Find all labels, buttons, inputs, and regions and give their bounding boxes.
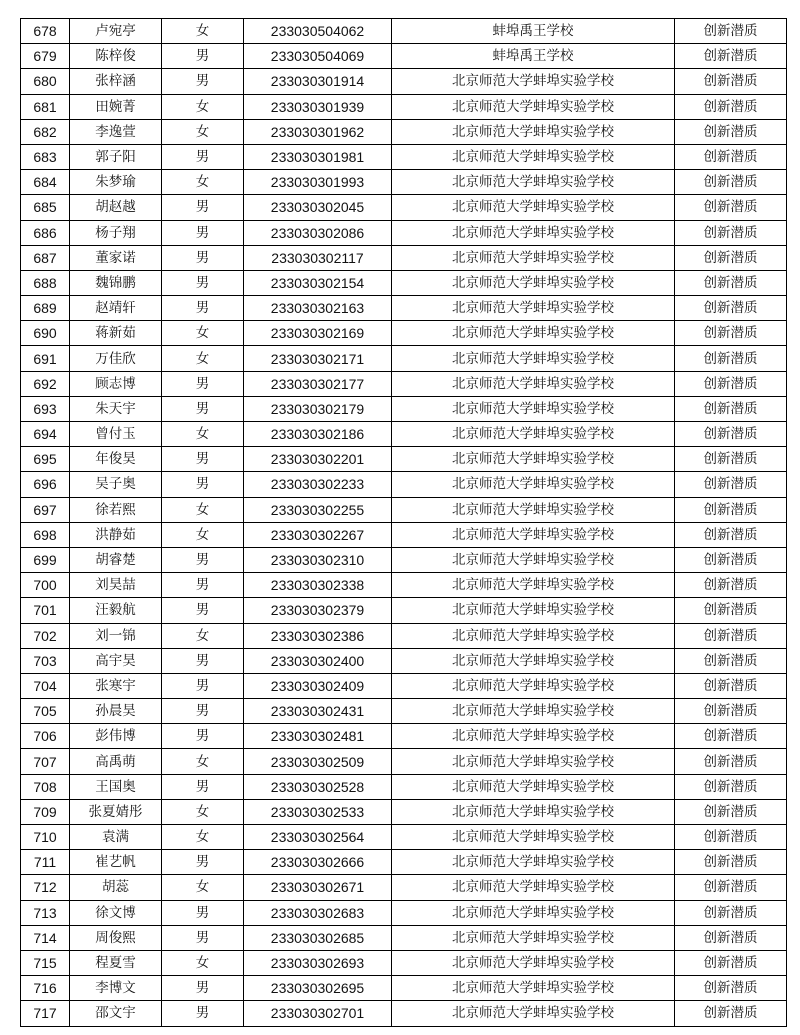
student-gender-cell: 男 xyxy=(162,900,244,925)
row-number-cell: 711 xyxy=(21,850,70,875)
student-name-cell: 胡赵越 xyxy=(70,195,162,220)
school-name-cell: 北京师范大学蚌埠实验学校 xyxy=(392,673,675,698)
student-gender-cell: 女 xyxy=(162,19,244,44)
student-name-cell: 赵靖轩 xyxy=(70,296,162,321)
category-cell: 创新潜质 xyxy=(675,1001,787,1026)
row-number-cell: 698 xyxy=(21,522,70,547)
student-id-cell: 233030504062 xyxy=(244,19,392,44)
student-name-cell: 徐文博 xyxy=(70,900,162,925)
student-id-cell: 233030302169 xyxy=(244,321,392,346)
student-gender-cell: 女 xyxy=(162,799,244,824)
category-cell: 创新潜质 xyxy=(675,573,787,598)
row-number-cell: 690 xyxy=(21,321,70,346)
table-row xyxy=(21,94,787,119)
student-name-cell: 胡蕊 xyxy=(70,875,162,900)
row-number-cell: 686 xyxy=(21,220,70,245)
table-row xyxy=(21,875,787,900)
school-name-cell: 北京师范大学蚌埠实验学校 xyxy=(392,371,675,396)
table-row xyxy=(21,371,787,396)
student-name-cell: 程夏雪 xyxy=(70,950,162,975)
table-row xyxy=(21,522,787,547)
table-row xyxy=(21,850,787,875)
category-cell: 创新潜质 xyxy=(675,875,787,900)
student-name-cell: 刘一锦 xyxy=(70,623,162,648)
table-row xyxy=(21,648,787,673)
table-row xyxy=(21,1001,787,1026)
student-id-cell: 233030302386 xyxy=(244,623,392,648)
category-cell: 创新潜质 xyxy=(675,724,787,749)
student-gender-cell: 男 xyxy=(162,1001,244,1026)
student-gender-cell: 女 xyxy=(162,497,244,522)
table-row xyxy=(21,321,787,346)
school-name-cell: 北京师范大学蚌埠实验学校 xyxy=(392,321,675,346)
row-number-cell: 706 xyxy=(21,724,70,749)
student-name-cell: 张夏婧彤 xyxy=(70,799,162,824)
table-row xyxy=(21,724,787,749)
student-gender-cell: 男 xyxy=(162,396,244,421)
student-id-cell: 233030302086 xyxy=(244,220,392,245)
student-id-cell: 233030302409 xyxy=(244,673,392,698)
row-number-cell: 684 xyxy=(21,170,70,195)
category-cell: 创新潜质 xyxy=(675,925,787,950)
row-number-cell: 695 xyxy=(21,447,70,472)
school-name-cell: 北京师范大学蚌埠实验学校 xyxy=(392,799,675,824)
school-name-cell: 北京师范大学蚌埠实验学校 xyxy=(392,749,675,774)
student-id-cell: 233030302267 xyxy=(244,522,392,547)
student-gender-cell: 男 xyxy=(162,598,244,623)
school-name-cell: 北京师范大学蚌埠实验学校 xyxy=(392,195,675,220)
row-number-cell: 689 xyxy=(21,296,70,321)
student-name-cell: 田婉菁 xyxy=(70,94,162,119)
student-id-cell: 233030302564 xyxy=(244,825,392,850)
category-cell: 创新潜质 xyxy=(675,447,787,472)
category-cell: 创新潜质 xyxy=(675,497,787,522)
table-row xyxy=(21,472,787,497)
student-id-cell: 233030302685 xyxy=(244,925,392,950)
table-row xyxy=(21,245,787,270)
student-name-cell: 杨子翔 xyxy=(70,220,162,245)
table-row xyxy=(21,825,787,850)
table-row xyxy=(21,547,787,572)
row-number-cell: 702 xyxy=(21,623,70,648)
student-name-cell: 袁满 xyxy=(70,825,162,850)
school-name-cell: 北京师范大学蚌埠实验学校 xyxy=(392,623,675,648)
roster-table xyxy=(20,18,787,1027)
school-name-cell: 北京师范大学蚌埠实验学校 xyxy=(392,119,675,144)
school-name-cell: 蚌埠禹王学校 xyxy=(392,44,675,69)
school-name-cell: 北京师范大学蚌埠实验学校 xyxy=(392,69,675,94)
row-number-cell: 687 xyxy=(21,245,70,270)
table-row xyxy=(21,119,787,144)
category-cell: 创新潜质 xyxy=(675,472,787,497)
school-name-cell: 北京师范大学蚌埠实验学校 xyxy=(392,976,675,1001)
category-cell: 创新潜质 xyxy=(675,900,787,925)
student-gender-cell: 女 xyxy=(162,422,244,447)
student-gender-cell: 男 xyxy=(162,724,244,749)
student-id-cell: 233030302400 xyxy=(244,648,392,673)
table-row xyxy=(21,396,787,421)
student-name-cell: 孙晨昊 xyxy=(70,699,162,724)
table-row xyxy=(21,799,787,824)
row-number-cell: 700 xyxy=(21,573,70,598)
row-number-cell: 709 xyxy=(21,799,70,824)
student-id-cell: 233030302701 xyxy=(244,1001,392,1026)
category-cell: 创新潜质 xyxy=(675,749,787,774)
student-id-cell: 233030302163 xyxy=(244,296,392,321)
roster-sheet xyxy=(20,18,786,1027)
table-row xyxy=(21,900,787,925)
school-name-cell: 北京师范大学蚌埠实验学校 xyxy=(392,245,675,270)
category-cell: 创新潜质 xyxy=(675,850,787,875)
category-cell: 创新潜质 xyxy=(675,422,787,447)
student-id-cell: 233030302201 xyxy=(244,447,392,472)
category-cell: 创新潜质 xyxy=(675,976,787,1001)
category-cell: 创新潜质 xyxy=(675,195,787,220)
category-cell: 创新潜质 xyxy=(675,396,787,421)
student-id-cell: 233030504069 xyxy=(244,44,392,69)
student-gender-cell: 女 xyxy=(162,119,244,144)
student-id-cell: 233030302533 xyxy=(244,799,392,824)
table-row xyxy=(21,623,787,648)
school-name-cell: 北京师范大学蚌埠实验学校 xyxy=(392,1001,675,1026)
table-row xyxy=(21,19,787,44)
student-gender-cell: 男 xyxy=(162,195,244,220)
student-name-cell: 李博文 xyxy=(70,976,162,1001)
student-id-cell: 233030302117 xyxy=(244,245,392,270)
table-row xyxy=(21,573,787,598)
student-gender-cell: 男 xyxy=(162,699,244,724)
student-id-cell: 233030302528 xyxy=(244,774,392,799)
school-name-cell: 蚌埠禹王学校 xyxy=(392,19,675,44)
student-id-cell: 233030302255 xyxy=(244,497,392,522)
category-cell: 创新潜质 xyxy=(675,799,787,824)
student-id-cell: 233030302338 xyxy=(244,573,392,598)
student-id-cell: 233030302045 xyxy=(244,195,392,220)
category-cell: 创新潜质 xyxy=(675,346,787,371)
student-id-cell: 233030301981 xyxy=(244,144,392,169)
student-name-cell: 卢宛亭 xyxy=(70,19,162,44)
school-name-cell: 北京师范大学蚌埠实验学校 xyxy=(392,447,675,472)
school-name-cell: 北京师范大学蚌埠实验学校 xyxy=(392,396,675,421)
student-gender-cell: 男 xyxy=(162,925,244,950)
student-name-cell: 董家诺 xyxy=(70,245,162,270)
student-name-cell: 彭伟博 xyxy=(70,724,162,749)
row-number-cell: 682 xyxy=(21,119,70,144)
school-name-cell: 北京师范大学蚌埠实验学校 xyxy=(392,724,675,749)
student-gender-cell: 男 xyxy=(162,44,244,69)
student-id-cell: 233030302431 xyxy=(244,699,392,724)
student-gender-cell: 女 xyxy=(162,522,244,547)
category-cell: 创新潜质 xyxy=(675,270,787,295)
student-name-cell: 万佳欣 xyxy=(70,346,162,371)
student-name-cell: 高宇昊 xyxy=(70,648,162,673)
table-row xyxy=(21,925,787,950)
school-name-cell: 北京师范大学蚌埠实验学校 xyxy=(392,850,675,875)
row-number-cell: 691 xyxy=(21,346,70,371)
student-gender-cell: 女 xyxy=(162,346,244,371)
table-row xyxy=(21,598,787,623)
school-name-cell: 北京师范大学蚌埠实验学校 xyxy=(392,825,675,850)
table-row xyxy=(21,950,787,975)
category-cell: 创新潜质 xyxy=(675,144,787,169)
student-id-cell: 233030301993 xyxy=(244,170,392,195)
student-id-cell: 233030302693 xyxy=(244,950,392,975)
category-cell: 创新潜质 xyxy=(675,220,787,245)
student-name-cell: 胡睿楚 xyxy=(70,547,162,572)
table-row xyxy=(21,270,787,295)
category-cell: 创新潜质 xyxy=(675,825,787,850)
school-name-cell: 北京师范大学蚌埠实验学校 xyxy=(392,270,675,295)
school-name-cell: 北京师范大学蚌埠实验学校 xyxy=(392,170,675,195)
student-name-cell: 吴子奥 xyxy=(70,472,162,497)
table-row xyxy=(21,749,787,774)
row-number-cell: 697 xyxy=(21,497,70,522)
category-cell: 创新潜质 xyxy=(675,547,787,572)
school-name-cell: 北京师范大学蚌埠实验学校 xyxy=(392,900,675,925)
student-gender-cell: 女 xyxy=(162,950,244,975)
student-gender-cell: 男 xyxy=(162,220,244,245)
table-row xyxy=(21,69,787,94)
table-row xyxy=(21,976,787,1001)
category-cell: 创新潜质 xyxy=(675,94,787,119)
row-number-cell: 701 xyxy=(21,598,70,623)
student-gender-cell: 男 xyxy=(162,245,244,270)
row-number-cell: 707 xyxy=(21,749,70,774)
student-gender-cell: 男 xyxy=(162,447,244,472)
student-id-cell: 233030302695 xyxy=(244,976,392,1001)
student-name-cell: 王国奥 xyxy=(70,774,162,799)
student-id-cell: 233030302509 xyxy=(244,749,392,774)
row-number-cell: 692 xyxy=(21,371,70,396)
school-name-cell: 北京师范大学蚌埠实验学校 xyxy=(392,573,675,598)
table-row xyxy=(21,422,787,447)
row-number-cell: 681 xyxy=(21,94,70,119)
row-number-cell: 712 xyxy=(21,875,70,900)
row-number-cell: 696 xyxy=(21,472,70,497)
category-cell: 创新潜质 xyxy=(675,673,787,698)
row-number-cell: 694 xyxy=(21,422,70,447)
school-name-cell: 北京师范大学蚌埠实验学校 xyxy=(392,220,675,245)
student-id-cell: 233030302171 xyxy=(244,346,392,371)
table-row xyxy=(21,699,787,724)
table-row xyxy=(21,346,787,371)
student-gender-cell: 男 xyxy=(162,472,244,497)
student-gender-cell: 女 xyxy=(162,321,244,346)
student-name-cell: 郭子阳 xyxy=(70,144,162,169)
student-gender-cell: 男 xyxy=(162,573,244,598)
category-cell: 创新潜质 xyxy=(675,774,787,799)
table-row xyxy=(21,296,787,321)
student-id-cell: 233030302154 xyxy=(244,270,392,295)
student-id-cell: 233030302186 xyxy=(244,422,392,447)
student-gender-cell: 女 xyxy=(162,825,244,850)
student-gender-cell: 男 xyxy=(162,774,244,799)
category-cell: 创新潜质 xyxy=(675,119,787,144)
student-name-cell: 朱天宇 xyxy=(70,396,162,421)
student-name-cell: 刘昊喆 xyxy=(70,573,162,598)
student-gender-cell: 女 xyxy=(162,875,244,900)
category-cell: 创新潜质 xyxy=(675,522,787,547)
student-id-cell: 233030301914 xyxy=(244,69,392,94)
student-name-cell: 曾付玉 xyxy=(70,422,162,447)
school-name-cell: 北京师范大学蚌埠实验学校 xyxy=(392,94,675,119)
row-number-cell: 717 xyxy=(21,1001,70,1026)
row-number-cell: 708 xyxy=(21,774,70,799)
table-row xyxy=(21,497,787,522)
table-row xyxy=(21,447,787,472)
category-cell: 创新潜质 xyxy=(675,950,787,975)
student-gender-cell: 男 xyxy=(162,371,244,396)
student-name-cell: 魏锦鹏 xyxy=(70,270,162,295)
student-id-cell: 233030302379 xyxy=(244,598,392,623)
table-row xyxy=(21,195,787,220)
school-name-cell: 北京师范大学蚌埠实验学校 xyxy=(392,497,675,522)
school-name-cell: 北京师范大学蚌埠实验学校 xyxy=(392,547,675,572)
school-name-cell: 北京师范大学蚌埠实验学校 xyxy=(392,774,675,799)
category-cell: 创新潜质 xyxy=(675,648,787,673)
row-number-cell: 705 xyxy=(21,699,70,724)
student-name-cell: 邵文宇 xyxy=(70,1001,162,1026)
student-name-cell: 徐若熙 xyxy=(70,497,162,522)
student-gender-cell: 男 xyxy=(162,296,244,321)
student-gender-cell: 女 xyxy=(162,623,244,648)
student-id-cell: 233030301939 xyxy=(244,94,392,119)
student-gender-cell: 男 xyxy=(162,547,244,572)
row-number-cell: 688 xyxy=(21,270,70,295)
school-name-cell: 北京师范大学蚌埠实验学校 xyxy=(392,875,675,900)
row-number-cell: 704 xyxy=(21,673,70,698)
student-name-cell: 蒋新茹 xyxy=(70,321,162,346)
table-row xyxy=(21,44,787,69)
school-name-cell: 北京师范大学蚌埠实验学校 xyxy=(392,522,675,547)
student-name-cell: 年俊昊 xyxy=(70,447,162,472)
row-number-cell: 678 xyxy=(21,19,70,44)
category-cell: 创新潜质 xyxy=(675,245,787,270)
category-cell: 创新潜质 xyxy=(675,44,787,69)
category-cell: 创新潜质 xyxy=(675,69,787,94)
row-number-cell: 716 xyxy=(21,976,70,1001)
school-name-cell: 北京师范大学蚌埠实验学校 xyxy=(392,925,675,950)
student-name-cell: 陈梓俊 xyxy=(70,44,162,69)
student-name-cell: 顾志博 xyxy=(70,371,162,396)
student-id-cell: 233030302481 xyxy=(244,724,392,749)
row-number-cell: 713 xyxy=(21,900,70,925)
row-number-cell: 680 xyxy=(21,69,70,94)
row-number-cell: 699 xyxy=(21,547,70,572)
category-cell: 创新潜质 xyxy=(675,699,787,724)
student-gender-cell: 男 xyxy=(162,144,244,169)
student-name-cell: 李逸萱 xyxy=(70,119,162,144)
student-name-cell: 洪静茹 xyxy=(70,522,162,547)
category-cell: 创新潜质 xyxy=(675,371,787,396)
table-row xyxy=(21,144,787,169)
student-id-cell: 233030302179 xyxy=(244,396,392,421)
student-id-cell: 233030302666 xyxy=(244,850,392,875)
student-gender-cell: 女 xyxy=(162,170,244,195)
table-row xyxy=(21,170,787,195)
student-id-cell: 233030302671 xyxy=(244,875,392,900)
student-id-cell: 233030302177 xyxy=(244,371,392,396)
row-number-cell: 685 xyxy=(21,195,70,220)
school-name-cell: 北京师范大学蚌埠实验学校 xyxy=(392,699,675,724)
student-name-cell: 张梓涵 xyxy=(70,69,162,94)
school-name-cell: 北京师范大学蚌埠实验学校 xyxy=(392,598,675,623)
category-cell: 创新潜质 xyxy=(675,170,787,195)
row-number-cell: 693 xyxy=(21,396,70,421)
student-gender-cell: 男 xyxy=(162,270,244,295)
school-name-cell: 北京师范大学蚌埠实验学校 xyxy=(392,422,675,447)
student-gender-cell: 男 xyxy=(162,850,244,875)
table-row xyxy=(21,220,787,245)
table-row xyxy=(21,774,787,799)
student-name-cell: 朱梦瑜 xyxy=(70,170,162,195)
school-name-cell: 北京师范大学蚌埠实验学校 xyxy=(392,144,675,169)
student-gender-cell: 男 xyxy=(162,648,244,673)
student-name-cell: 汪毅航 xyxy=(70,598,162,623)
table-row xyxy=(21,673,787,698)
school-name-cell: 北京师范大学蚌埠实验学校 xyxy=(392,346,675,371)
student-id-cell: 233030302233 xyxy=(244,472,392,497)
student-gender-cell: 男 xyxy=(162,673,244,698)
row-number-cell: 714 xyxy=(21,925,70,950)
category-cell: 创新潜质 xyxy=(675,598,787,623)
row-number-cell: 703 xyxy=(21,648,70,673)
row-number-cell: 715 xyxy=(21,950,70,975)
row-number-cell: 710 xyxy=(21,825,70,850)
student-name-cell: 高禹萌 xyxy=(70,749,162,774)
student-gender-cell: 男 xyxy=(162,976,244,1001)
school-name-cell: 北京师范大学蚌埠实验学校 xyxy=(392,296,675,321)
student-gender-cell: 男 xyxy=(162,69,244,94)
student-gender-cell: 女 xyxy=(162,94,244,119)
school-name-cell: 北京师范大学蚌埠实验学校 xyxy=(392,950,675,975)
row-number-cell: 679 xyxy=(21,44,70,69)
category-cell: 创新潜质 xyxy=(675,623,787,648)
student-id-cell: 233030302683 xyxy=(244,900,392,925)
student-id-cell: 233030301962 xyxy=(244,119,392,144)
row-number-cell: 683 xyxy=(21,144,70,169)
category-cell: 创新潜质 xyxy=(675,321,787,346)
category-cell: 创新潜质 xyxy=(675,296,787,321)
school-name-cell: 北京师范大学蚌埠实验学校 xyxy=(392,648,675,673)
student-name-cell: 张寒宇 xyxy=(70,673,162,698)
school-name-cell: 北京师范大学蚌埠实验学校 xyxy=(392,472,675,497)
student-name-cell: 周俊熙 xyxy=(70,925,162,950)
roster-table-body xyxy=(21,19,787,1027)
student-gender-cell: 女 xyxy=(162,749,244,774)
category-cell: 创新潜质 xyxy=(675,19,787,44)
student-name-cell: 崔艺帆 xyxy=(70,850,162,875)
student-id-cell: 233030302310 xyxy=(244,547,392,572)
